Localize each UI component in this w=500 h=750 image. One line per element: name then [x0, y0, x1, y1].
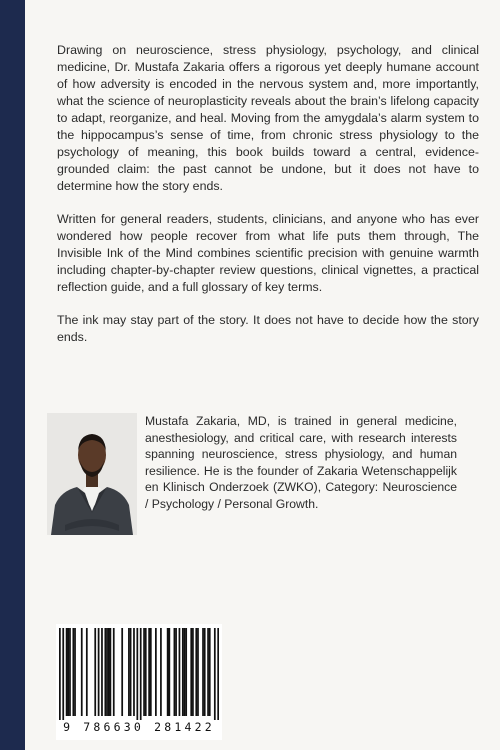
barcode-bar	[110, 628, 112, 716]
isbn-digits: 9 786630 281422	[63, 720, 215, 734]
barcode-bar	[185, 628, 187, 716]
description-paragraph-2: Written for general readers, students, clinicians, and anyone who has ever wondered how people recover from what life puts them through, The Invisible Ink of the Mind combines scientific precision with genuine warmth including chapter-by-chapter review questions, clinical vignettes, a practical reflection guide, and a full glossary of key terms.	[57, 212, 479, 294]
barcode-bar	[195, 628, 197, 716]
barcode-bar	[197, 628, 199, 716]
book-description	[57, 42, 479, 362]
barcode-bar	[66, 628, 68, 716]
barcode-bar	[182, 628, 184, 716]
description-paragraph-3: The ink may stay part of the story. It does not have to decide how the story ends.	[57, 313, 479, 344]
barcode-bar	[160, 628, 162, 716]
barcode-bar	[209, 628, 211, 716]
barcode-bar	[113, 628, 115, 716]
barcode-bar	[133, 628, 135, 716]
barcode-bar	[128, 628, 130, 716]
barcode-bar	[94, 628, 96, 716]
barcode-bar	[72, 628, 74, 716]
barcode-bar	[190, 628, 192, 716]
barcode-bar	[155, 628, 157, 716]
author-section	[47, 413, 467, 537]
barcode-bar	[143, 628, 145, 716]
barcode-bar	[104, 628, 106, 716]
barcode-bar	[204, 628, 206, 716]
barcode-bar	[67, 628, 69, 716]
barcode-bar	[150, 628, 152, 716]
barcode-bar	[108, 628, 110, 716]
barcode-bar	[179, 628, 181, 716]
barcode-bar	[145, 628, 147, 716]
barcode-bar	[74, 628, 76, 716]
barcode-bar	[202, 628, 204, 716]
barcode-bar	[175, 628, 177, 716]
barcode-bar	[214, 628, 216, 720]
isbn-barcode	[56, 624, 222, 740]
author-bio: Mustafa Zakaria, MD, is trained in general medicine, anesthesiology, and critical care, with research interests spanning neuroscience, stress physiology, and human resilience. He is the founder of Zakaria Wetenschappelijk en Klinisch Onderzoek (ZWKO), Category: Neuroscience / Psychology / Personal Growth.	[145, 414, 457, 511]
barcode-bar	[148, 628, 150, 716]
barcode-bar	[59, 628, 61, 720]
barcode-bar	[69, 628, 71, 716]
barcode-bar	[101, 628, 103, 716]
barcode-bar	[98, 628, 100, 716]
barcode-bar	[62, 628, 64, 720]
barcode-bar	[184, 628, 186, 716]
barcode-bar	[121, 628, 123, 716]
barcode-bar	[207, 628, 209, 716]
barcode-bar	[106, 628, 108, 716]
barcode-bar	[86, 628, 88, 716]
barcode-bar	[136, 628, 138, 720]
barcode-bar	[174, 628, 176, 716]
barcode-bar	[130, 628, 132, 716]
barcode-bar	[192, 628, 194, 716]
barcode-bar	[81, 628, 83, 716]
author-photo	[47, 413, 137, 535]
barcode-bar	[140, 628, 142, 720]
barcode-bar	[168, 628, 170, 716]
barcode-bars	[59, 628, 219, 720]
description-paragraph-1: Drawing on neuroscience, stress physiology, psychology, and clinical medicine, Dr. Mustafa Zakaria offers a rigorous yet deeply humane account of how adversity is encoded in the nervous system and, more importantly, what the science of neuroplasticity reveals about the brain’s lifelong capacity to adapt, reorganize, and heal. Moving from the amygdala’s alarm system to the hippocampus’s sense of time, from chronic stress physiology to the psychology of meaning, this book builds toward a central, evidence-grounded claim: the past cannot be undone, but it does not have to determine how the story ends.	[57, 43, 479, 193]
barcode-bar	[167, 628, 169, 716]
barcode-bar	[217, 628, 219, 720]
spine-stripe	[0, 0, 25, 750]
